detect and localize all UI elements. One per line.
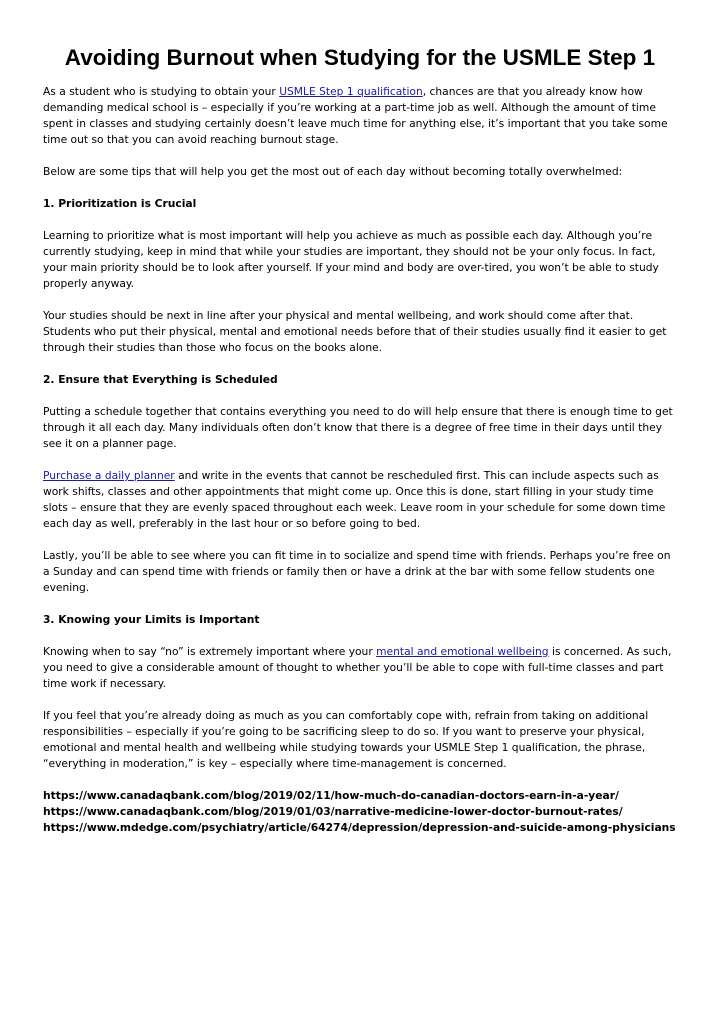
intro-text-before: As a student who is studying to obtain your: [43, 85, 280, 98]
reference-url: https://www.canadaqbank.com/blog/2019/01/03/narrative-medicine-lower-doctor-burnout-rates/: [43, 805, 623, 818]
reference-url: https://www.mdedge.com/psychiatry/article/64274/depression/depression-and-suicide-among-physicians: [43, 821, 676, 834]
section3-paragraph-2: If you feel that you’re already doing as much as you can comfortably cope with, refrain from taking on additional responsibilities – especially if you’re going to be sacrificing sleep to do so. If you want to preserve your physical, emotional and mental health and wellbeing while studying towards your USMLE Step 1 qualification, the phrase, “everything in moderation,” is key – especially where time-management is concerned.: [43, 709, 649, 770]
reference-list: [43, 788, 680, 836]
section3-paragraph-1-before: Knowing when to say “no” is extremely important where your: [43, 645, 377, 658]
section1-paragraph-2: Your studies should be next in line after your physical and mental wellbeing, and work should come after that. Students who put their physical, mental and emotional needs before that of their studies usually find it easier to get through their studies than those who focus on the books alone.: [43, 309, 667, 354]
section2-heading: 2. Ensure that Everything is Scheduled: [43, 373, 278, 386]
lead-paragraph: Below are some tips that will help you get the most out of each day without becoming totally overwhelmed:: [43, 165, 623, 178]
section3-paragraph-1: [43, 644, 680, 692]
daily-planner-link[interactable]: Purchase a daily planner: [43, 469, 175, 482]
reference-url: https://www.canadaqbank.com/blog/2019/02/11/how-much-do-canadian-doctors-earn-in-a-year/: [43, 789, 619, 802]
section3-paragraph-1-after: is concerned. As such, you need to give a considerable amount of thought to whether you’ll be able to cope with full-time classes and part time work if necessary.: [43, 645, 672, 690]
section2-paragraph-2: [43, 468, 680, 532]
section1-heading: 1. Prioritization is Crucial: [43, 197, 197, 210]
article-body: [0, 71, 720, 836]
intro-text-after: , chances are that you already know how demanding medical school is – especially if you’re working at a part-time job as well. Although the amount of time spent in classes and studying certainly doesn’t leave much time for anything else, it’s important that you take some time out so that you can avoid reaching burnout stage.: [43, 85, 668, 146]
section2-paragraph-2-text: and write in the events that cannot be rescheduled first. This can include aspects such as work shifts, classes and other appointments that might come up. Once this is done, start filling in your study time slots – ensure that they are evenly spaced throughout each week. Leave room in your schedule for some down time each day as well, preferably in the last hour or so before going to bed.: [43, 469, 666, 530]
section3-heading: 3. Knowing your Limits is Important: [43, 613, 260, 626]
section2-paragraph-1: Putting a schedule together that contains everything you need to do will help ensure that there is enough time to get through it all each day. Many individuals often don’t know that there is a degree of free time in their days until they see it on a planner page.: [43, 405, 673, 450]
section2-paragraph-3: Lastly, you’ll be able to see where you can fit time in to socialize and spend time with friends. Perhaps you’re free on a Sunday and can spend time with friends or family then or have a drink at the bar with some fellow students one evening.: [43, 549, 671, 594]
wellbeing-link[interactable]: mental and emotional wellbeing: [376, 645, 549, 658]
usmle-qualification-link[interactable]: USMLE Step 1 qualification: [279, 85, 423, 98]
intro-paragraph: [43, 84, 680, 148]
article-title: Avoiding Burnout when Studying for the USMLE Step 1: [64, 45, 656, 70]
section1-paragraph-1: Learning to prioritize what is most important will help you achieve as much as possible each day. Although you’re currently studying, keep in mind that while your studies are important, they should not be your only focus. In fact, your main priority should be to look after yourself. If your mind and body are over-tired, you won’t be able to study properly anyway.: [43, 229, 659, 290]
